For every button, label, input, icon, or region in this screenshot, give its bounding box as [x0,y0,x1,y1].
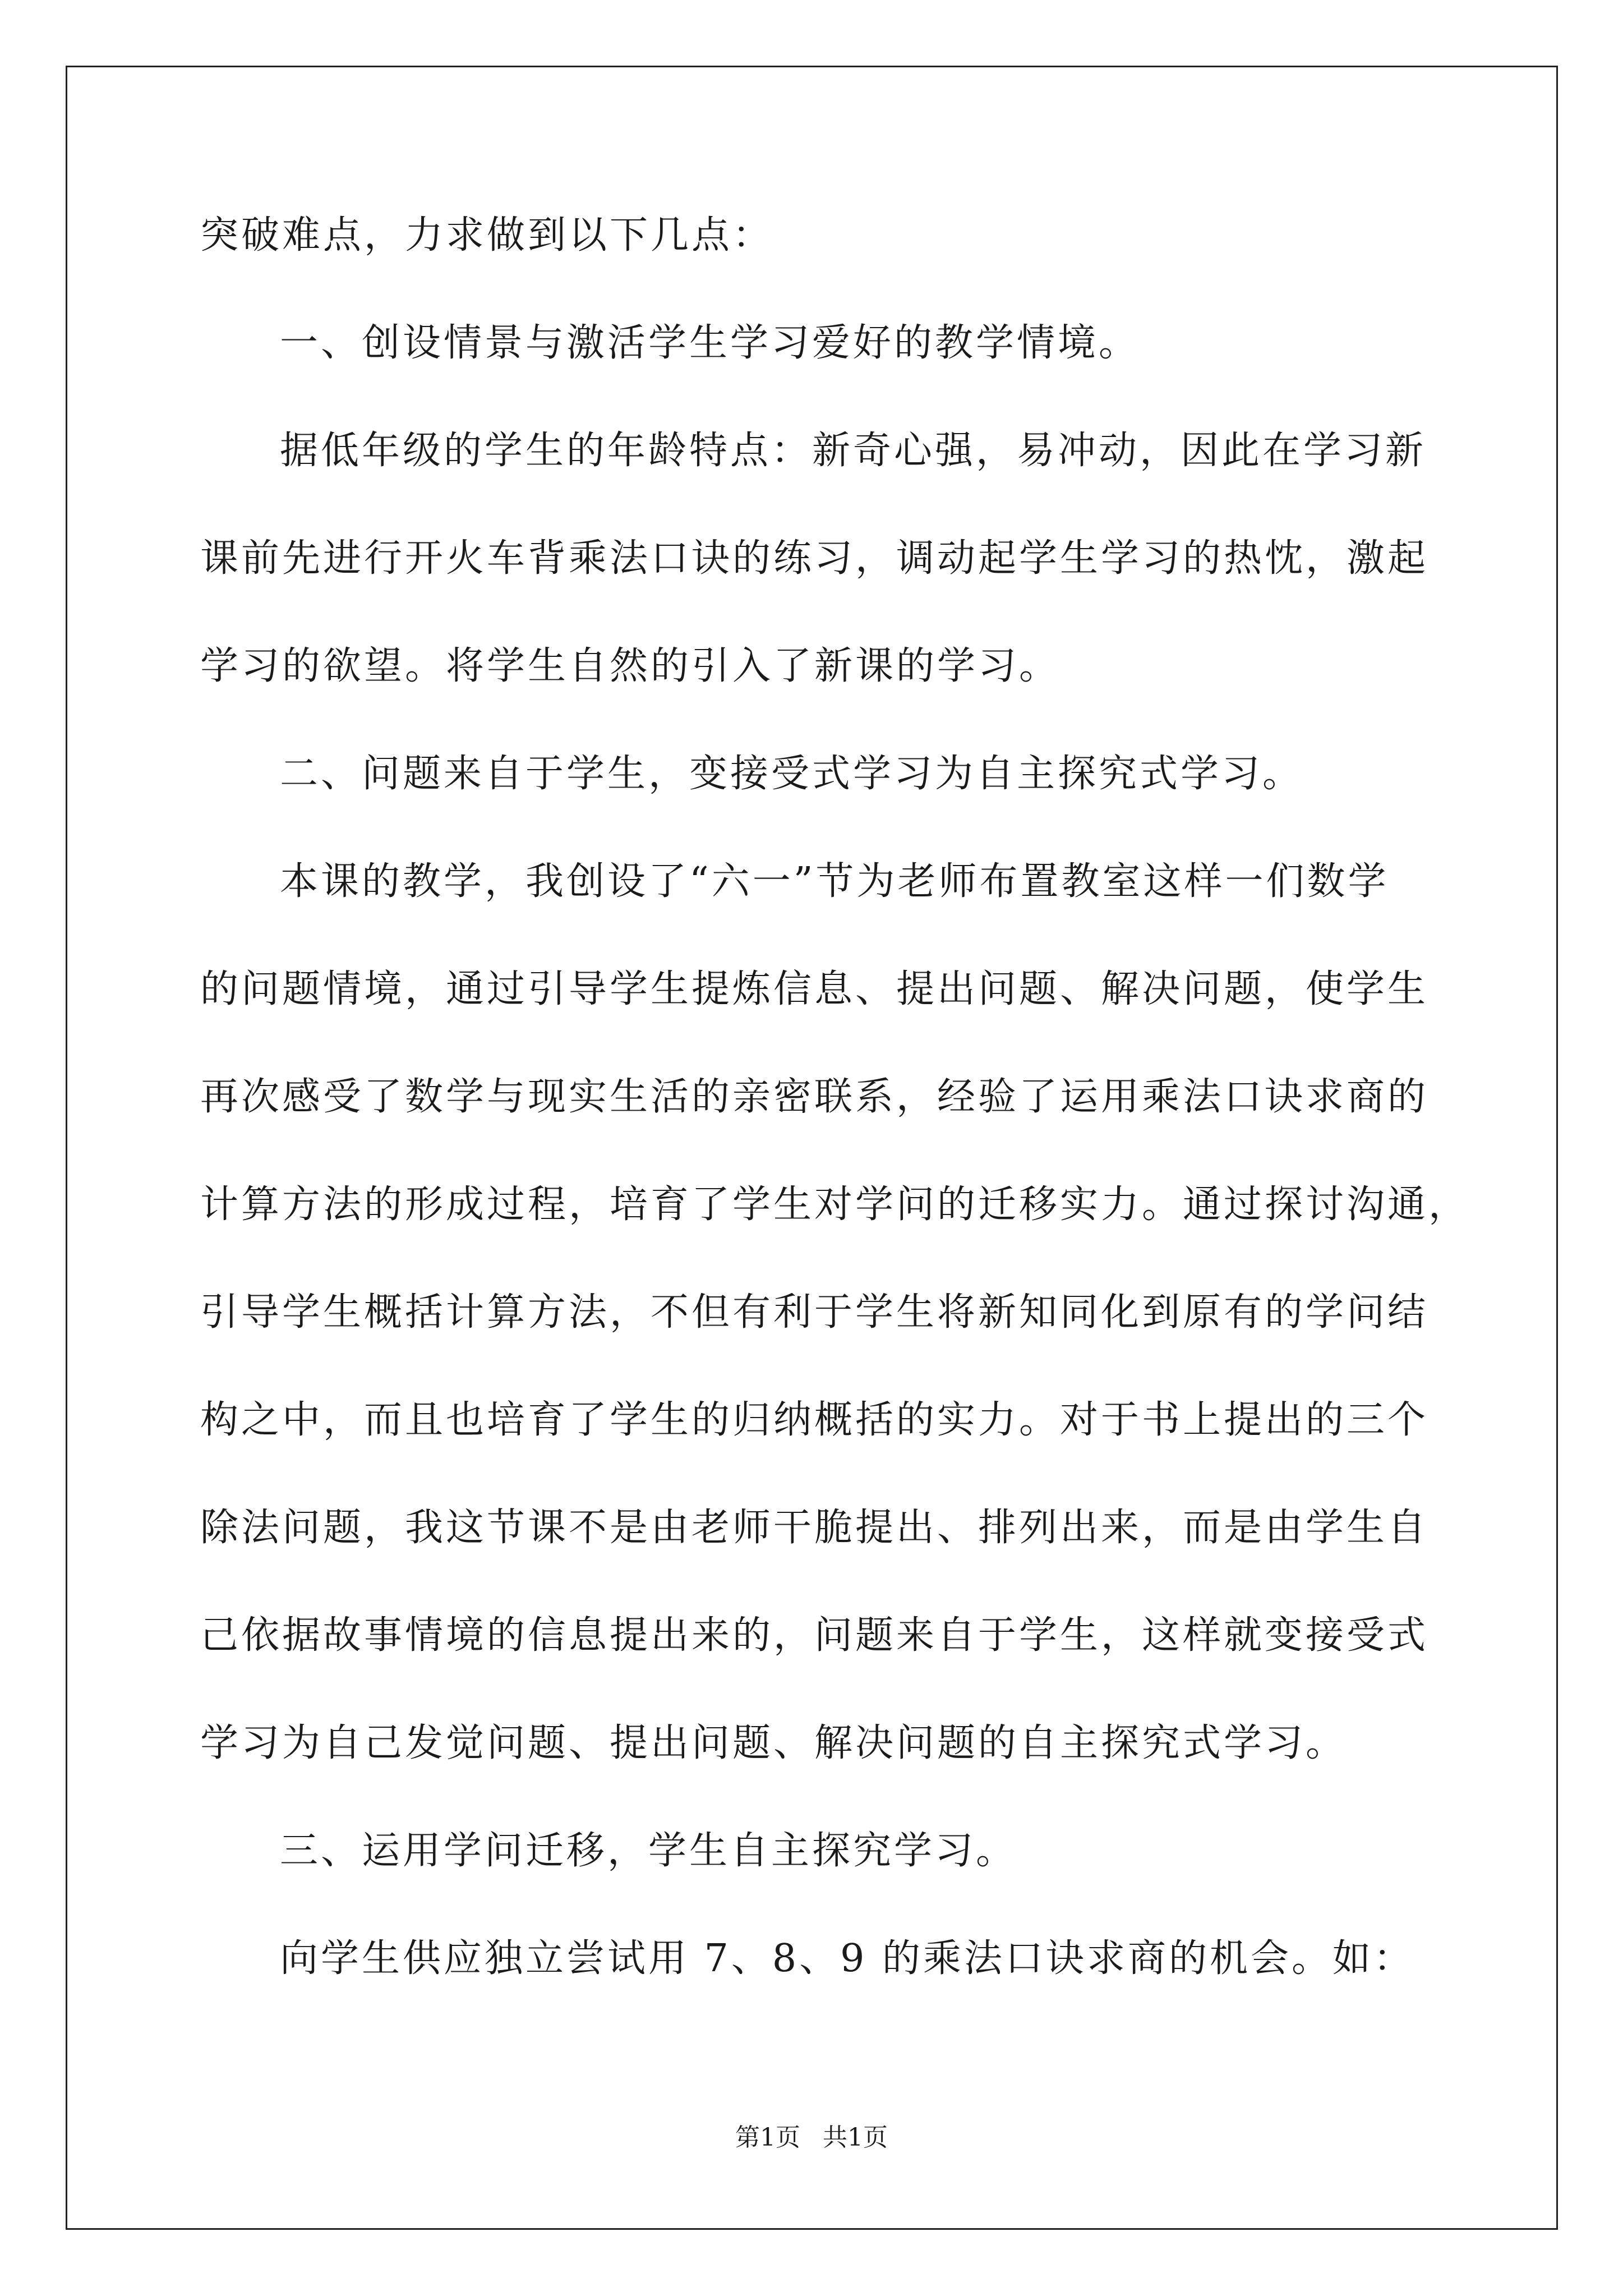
text-line: 计算方法的形成过程，培育了学生对学问的迁移实力。通过探讨沟通， [200,1182,1470,1227]
page-number: 第1页 [735,2123,800,2152]
text-line: 构之中，而且也培育了学生的归纳概括的实力。对于书上提出的三个 [200,1398,1429,1442]
heading-three: 三、运用学问迁移，学生自主探究学习。 [280,1829,1017,1873]
page-footer [0,2121,1623,2155]
text-line: 学习的欲望。将学生自然的引入了新课的学习。 [200,644,1061,688]
page-border [66,66,1558,2230]
text-line: 本课的教学，我创设了“六一”节为老师布置教室这样一们数学 [280,859,1389,904]
text-line: 学习为自己发觉问题、提出问题、解决问题的自主探究式学习。 [200,1721,1347,1765]
text-line: 再次感受了数学与现实生活的亲密联系，经验了运用乘法口诀求商的 [200,1075,1429,1119]
heading-one: 一、创设情景与激活学生学习爱好的教学情境。 [280,321,1140,365]
text-line: 突破难点，力求做到以下几点： [200,213,774,257]
text-line: 向学生供应独立尝试用 7、8、9 的乘法口诀求商的机会。如： [280,1936,1415,1981]
text-line: 据低年级的学生的年龄特点：新奇心强，易冲动，因此在学习新 [280,429,1427,473]
text-line: 的问题情境，通过引导学生提炼信息、提出问题、解决问题，使学生 [200,967,1429,1011]
text-line: 己依据故事情境的信息提出来的，问题来自于学生，这样就变接受式 [200,1613,1429,1658]
page-total: 共1页 [823,2123,888,2152]
text-line: 引导学生概括计算方法，不但有利于学生将新知同化到原有的学问结 [200,1290,1429,1335]
heading-two: 二、问题来自于学生，变接受式学习为自主探究式学习。 [280,752,1304,796]
text-line: 课前先进行开火车背乘法口诀的练习，调动起学生学习的热忱，激起 [200,536,1429,581]
text-line: 除法问题，我这节课不是由老师干脆提出、排列出来，而是由学生自 [200,1506,1429,1550]
